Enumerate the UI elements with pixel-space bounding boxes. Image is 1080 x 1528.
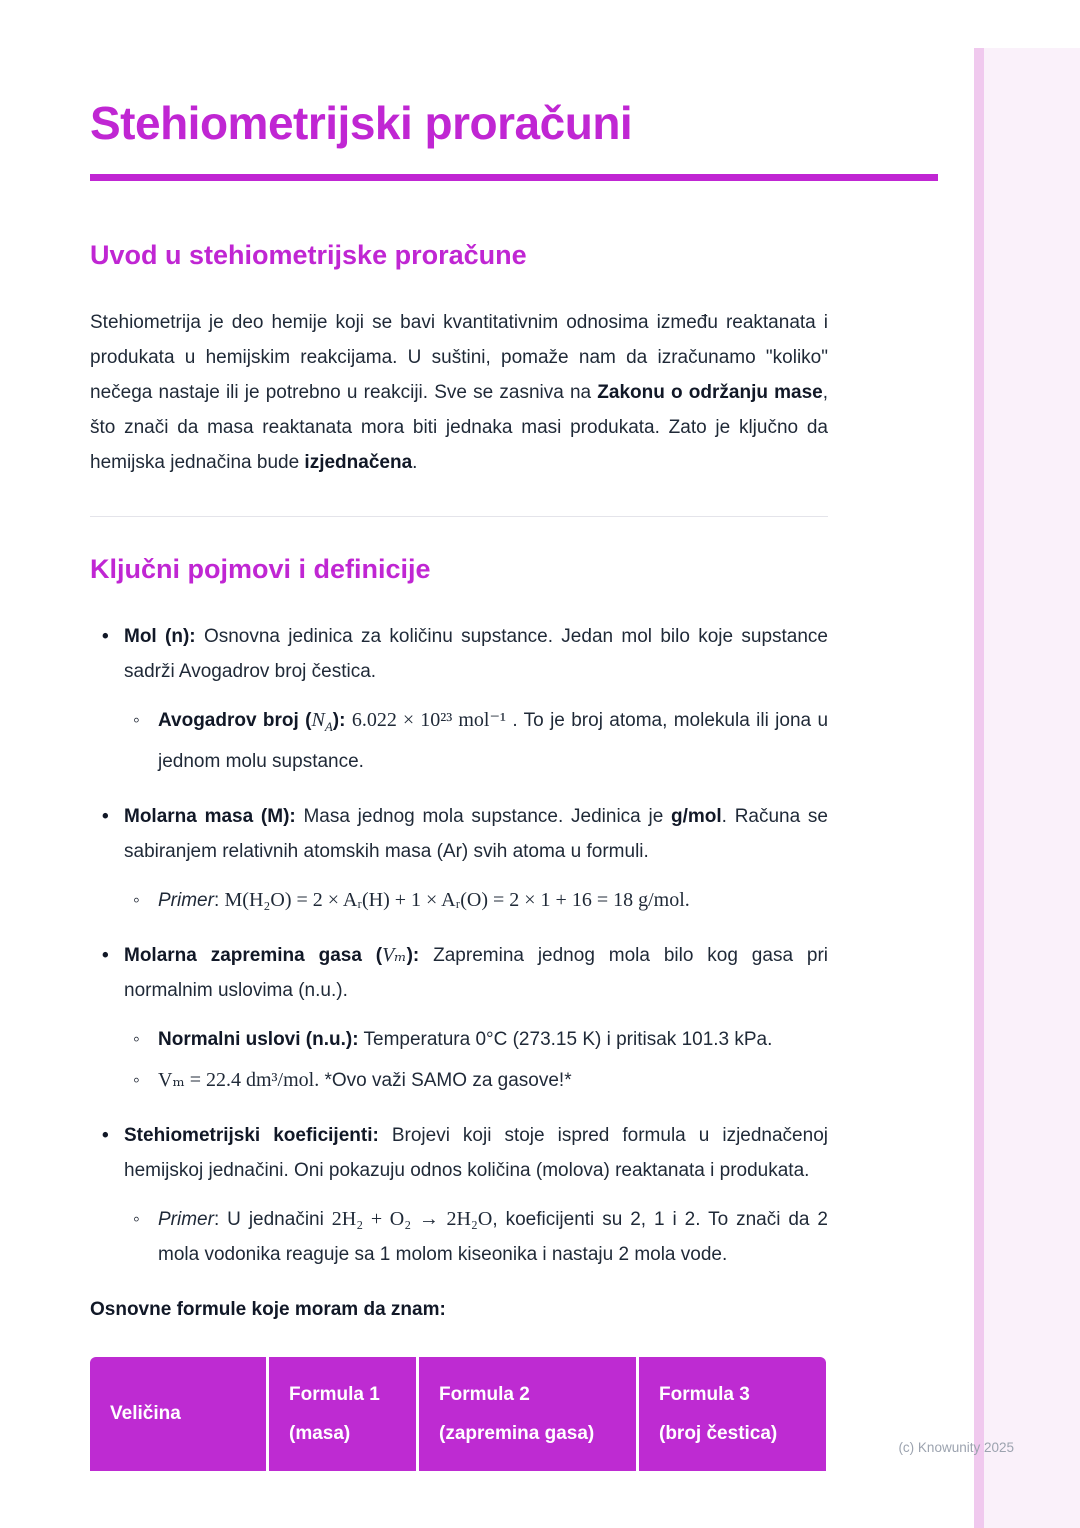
molar-volume-sublist bbox=[124, 1022, 828, 1098]
molar-mass-text-2: . Računa se sabiranjem relativnih atomskih masa (Ar) svih atoma u formuli. bbox=[124, 806, 828, 862]
table-header-subtext: (broj čestica) bbox=[659, 1422, 778, 1444]
list-item-molar-volume bbox=[90, 938, 828, 1098]
avogadro-term-pre: Avogadrov broj ( bbox=[158, 710, 312, 731]
example-label: Primer bbox=[158, 890, 214, 911]
side-accent-bar bbox=[974, 48, 984, 1528]
copyright: (c) Knowunity 2025 bbox=[898, 1440, 1014, 1455]
molar-volume-term-pre: Molarna zapremina gasa ( bbox=[124, 945, 383, 966]
avogadro-term-post: ): bbox=[332, 710, 352, 731]
molar-mass-term: Molarna masa (M): bbox=[124, 806, 296, 827]
list-item-normal-conditions bbox=[124, 1022, 828, 1057]
intro-bold-balanced: izjednačena bbox=[304, 452, 413, 473]
avogadro-symbol-sub-a: A bbox=[324, 719, 333, 734]
title-underline bbox=[90, 174, 938, 181]
list-item-coefficients-example bbox=[124, 1202, 828, 1272]
molar-volume-value: Vₘ = 22.4 dm³/mol. bbox=[158, 1069, 320, 1091]
molar-volume-definition bbox=[124, 945, 828, 1001]
example-separator: : bbox=[213, 890, 225, 911]
table-header-text: Veličina bbox=[110, 1403, 181, 1424]
intro-text-2: , što znači da masa reaktanata mora biti jednaka masi produkata. Zato je ključno da hemijska jednačina bude bbox=[90, 382, 828, 473]
coefficients-term: Stehiometrijski koeficijenti: bbox=[124, 1125, 379, 1146]
formulas-table bbox=[90, 1357, 826, 1471]
avogadro-symbol-n: N bbox=[311, 709, 325, 731]
molar-mass-unit: g/mol bbox=[671, 806, 722, 827]
coefficients-example-text-1: U jednačini bbox=[227, 1209, 332, 1230]
key-terms-list bbox=[90, 619, 828, 1272]
intro-text-3: . bbox=[412, 452, 418, 473]
table-header-text: Formula 1 bbox=[289, 1383, 380, 1405]
table-header-text: Formula 3 bbox=[659, 1383, 750, 1405]
mol-term: Mol (n): bbox=[124, 626, 196, 647]
avogadro-symbol bbox=[311, 709, 333, 734]
table-header-formula-1 bbox=[266, 1357, 416, 1471]
example-separator: : bbox=[213, 1209, 228, 1230]
coefficients-sublist bbox=[124, 1202, 828, 1272]
molar-mass-definition bbox=[124, 806, 828, 862]
example-label: Primer bbox=[158, 1209, 214, 1230]
intro-bold-law-of-mass: Zakonu o održanju mase bbox=[597, 382, 823, 403]
normal-conditions-term: Normalni uslovi (n.u.): bbox=[158, 1029, 359, 1050]
table-header-subtext: (masa) bbox=[289, 1422, 351, 1444]
mol-text: Osnovna jedinica za količinu supstance. Jedan mol bilo koje supstance sadrži Avogadrov broj čestica. bbox=[124, 626, 828, 682]
table-header-formula-3 bbox=[636, 1357, 826, 1471]
mol-sublist bbox=[124, 703, 828, 779]
molar-mass-sublist bbox=[124, 883, 828, 918]
intro-text-1: Stehiometrija je deo hemije koji se bavi kvantitativnim odnosima između reaktanata i produkata u hemijskim reakcijama. U suštini, pomaže nam da izračunamo "koliko" nečega nastaje ili je potrebno u reakciji. Sve se zasniva na bbox=[90, 312, 828, 403]
section-divider bbox=[90, 516, 828, 517]
coefficients-definition bbox=[124, 1125, 828, 1181]
list-item-coefficients bbox=[90, 1118, 828, 1272]
list-item-molar-mass-example bbox=[124, 883, 828, 918]
section-heading-key-terms: Ključni pojmovi i definicije bbox=[90, 554, 431, 584]
document-content bbox=[90, 96, 828, 1471]
list-item-mol bbox=[90, 619, 828, 779]
coefficients-example-text-2: , koeficijenti su 2, 1 i 2. To znači da 2 mola vodonika reaguje sa 1 molom kiseonika i nastaju 2 mola vode. bbox=[158, 1209, 828, 1265]
molar-volume-text: Zapremina jednog mola bilo kog gasa pri normalnim uslovima (n.u.). bbox=[124, 945, 829, 1001]
mol-definition bbox=[124, 626, 828, 682]
list-item-avogadro bbox=[124, 703, 828, 779]
avogadro-value: 6.022 × 10²³ mol⁻¹ bbox=[351, 709, 506, 731]
molar-volume-term-post: ): bbox=[406, 945, 420, 966]
molar-mass-formula: M(H₂O) = 2 × Aᵣ(H) + 1 × Aᵣ(O) = 2 × 1 + 16 = 18 g/mol. bbox=[224, 889, 690, 911]
table-header-velicina bbox=[90, 1357, 266, 1471]
coefficients-text: Brojevi koji stoje ispred formula u izjednačenoj hemijskoj jednačini. Oni pokazuju odnos količina (molova) reaktanata i produkata. bbox=[124, 1125, 828, 1181]
page-title: Stehiometrijski proračuni bbox=[90, 97, 633, 149]
normal-conditions-text: Temperatura 0°C (273.15 K) i pritisak 101.3 kPa. bbox=[358, 1029, 773, 1050]
avogadro-text: . To je broj atoma, molekula ili jona u jednom molu supstance. bbox=[158, 710, 829, 772]
table-header-subtext: (zapremina gasa) bbox=[439, 1422, 595, 1444]
molar-mass-text-1: Masa jednog mola supstance. Jedinica je bbox=[295, 806, 671, 827]
molar-volume-note: *Ovo važi SAMO za gasove!* bbox=[319, 1070, 572, 1091]
section-heading-intro: Uvod u stehiometrijske proračune bbox=[90, 240, 527, 270]
table-header-text: Formula 2 bbox=[439, 1383, 530, 1405]
side-panel bbox=[974, 48, 1080, 1528]
list-item-molar-mass bbox=[90, 799, 828, 918]
molar-volume-symbol: Vₘ bbox=[382, 944, 407, 966]
intro-paragraph bbox=[90, 305, 828, 480]
list-item-molar-volume-value bbox=[124, 1063, 828, 1098]
formulas-lead: Osnovne formule koje moram da znam: bbox=[90, 1299, 446, 1320]
table-header-formula-2 bbox=[416, 1357, 636, 1471]
reaction-equation: 2H₂ + O₂ → 2H₂O bbox=[331, 1208, 493, 1230]
